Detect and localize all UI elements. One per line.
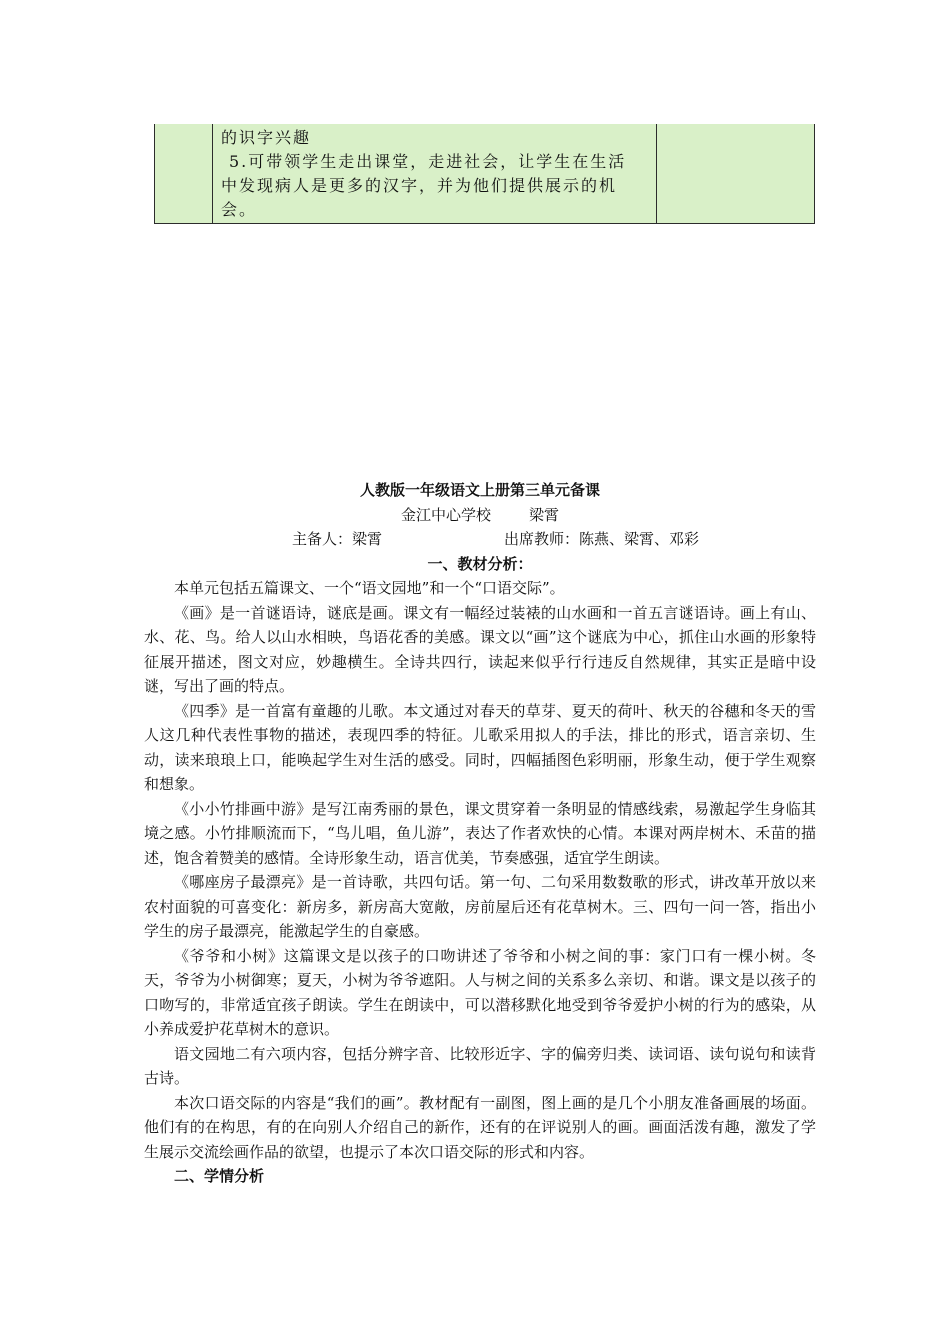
table-line: 中发现病人是更多的汉字，并为他们提供展示的机 xyxy=(221,176,618,195)
document-body xyxy=(144,478,816,1189)
paragraph: 《爷爷和小树》这篇课文是以孩子的口吻讲述了爷爷和小树之间的事：家门口有一棵小树。冬天，爷爷为小树御寒；夏天，小树为爷爷遮阳。人与树之间的关系多么亲切、和谐。课文是以孩子的口吻写的，非常适宜孩子朗读。学生在朗读中，可以潜移默化地受到爷爷爱护小树的行为的感染，从小养成爱护花草树木的意识。 xyxy=(144,946,816,1038)
preparer-line xyxy=(144,527,816,552)
paragraph: 语文园地二有六项内容，包括分辨字音、比较形近字、字的偏旁归类、读词语、读句说句和读背古诗。 xyxy=(144,1044,816,1087)
author-name: 梁霄 xyxy=(529,505,560,524)
paragraph: 本次口语交际的内容是“我们的画”。教材配有一副图，图上画的是几个小朋友准备画展的场面。他们有的在构思，有的在向别人介绍自己的新作，还有的在评说别人的画。画面活泼有趣，激发了学生展示交流绘画作品的欲望，也提示了本次口语交际的形式和内容。 xyxy=(144,1093,816,1161)
lesson-table-fragment xyxy=(154,124,815,224)
section-heading-materials: 一、教材分析： xyxy=(427,554,533,573)
section-heading-learners: 二、学情分析 xyxy=(174,1167,265,1185)
school-name: 金江中心学校 xyxy=(400,505,491,524)
table-cell-right xyxy=(657,124,814,223)
table-cell-left xyxy=(155,124,213,223)
table-line: 的识字兴趣 xyxy=(221,128,312,147)
lead-preparer: 主备人：梁霄 xyxy=(292,530,383,548)
attending-teachers: 出席教师：陈燕、梁霄、邓彩 xyxy=(504,530,700,548)
table-line: 会。 xyxy=(221,200,258,219)
paragraph: 《小小竹排画中游》是写江南秀丽的景色，课文贯穿着一条明显的情感线索，易激起学生身临其境之感。小竹排顺流而下，“鸟儿唱，鱼儿游”，表达了作者欢快的心情。本课对两岸树木、禾苗的描述，饱含着赞美的感情。全诗形象生动，语言优美，节奏感强，适宜学生朗读。 xyxy=(144,799,816,867)
school-line xyxy=(144,503,816,528)
paragraph: 《哪座房子最漂亮》是一首诗歌，共四句话。第一句、二句采用数数歌的形式，讲改革开放以来农村面貌的可喜变化：新房多，新房高大宽敞，房前屋后还有花草树木。三、四句一问一答，指出小学生的房子最漂亮，能激起学生的自豪感。 xyxy=(144,873,816,940)
paragraph: 《四季》是一首富有童趣的儿歌。本文通过对春天的草芽、夏天的荷叶、秋天的谷穗和冬天的雪人这几种代表性事物的描述，表现四季的特征。儿歌采用拟人的手法，排比的形式，语言亲切、生动，读来琅琅上口，能唤起学生对生活的感受。同时，四幅插图色彩明丽，形象生动，便于学生观察和想象。 xyxy=(144,701,816,793)
paragraph: 本单元包括五篇课文、一个“语文园地”和一个“口语交际”。 xyxy=(174,579,565,597)
document-title: 人教版一年级语文上册第三单元备课 xyxy=(359,481,600,499)
table-cell-content xyxy=(213,124,657,223)
table-line: 5.可带领学生走出课堂，走进社会，让学生在生活 xyxy=(229,152,627,171)
paragraph: 《画》是一首谜语诗，谜底是画。课文有一幅经过装裱的山水画和一首五言谜语诗。画上有山、水、花、鸟。给人以山水相映，鸟语花香的美感。课文以“画”这个谜底为中心，抓住山水画的形象特征展开描述，图文对应，妙趣横生。全诗共四行，读起来似乎行行违反自然规律，其实正是暗中设谜，写出了画的特点。 xyxy=(144,603,816,695)
